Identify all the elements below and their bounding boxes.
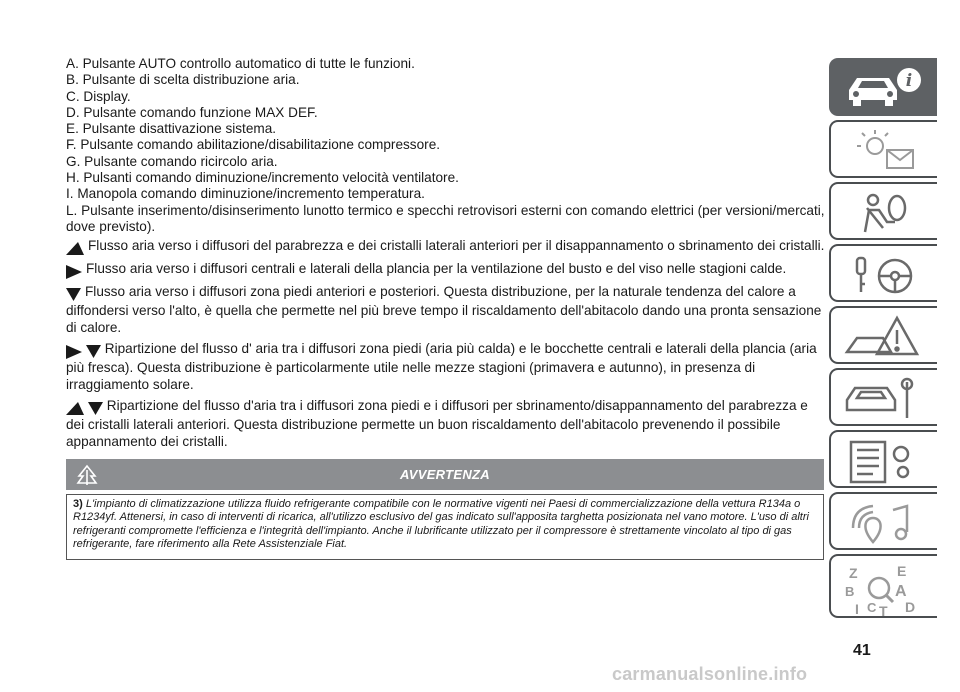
feet-arrow-icon	[66, 285, 81, 302]
distribution-item	[66, 260, 828, 279]
road-warning-icon	[843, 312, 923, 362]
legend-item-i: I. Manopola comando diminuzione/incremento temperatura.	[66, 186, 425, 202]
distribution-text: Ripartizione del flusso d' aria tra i diffusori zona piedi (aria più calda) e le bocchette centrali e laterali della plancia (aria più fresca). Questa distribuzione è particolarmente utile nelle mezze stagioni (primavera e autunno), in presenza di irraggiamento solare.	[66, 341, 817, 393]
page-number: 41	[853, 642, 871, 659]
warning-text: L'impianto di climatizzazione utilizza fluido refrigerante compatibile con le normative vigenti nei Paesi di commercializzazione della vettura R134a o R1234yf. Attenersi, in caso di interventi di ricarica, all'utilizzo esclusivo del gas indicato sull'apposita targhetta posizionata nel vano motore. L'uso di altri refrigeranti compromette l'efficienza e l'integrità dell'impianto. Anche il lubrificante utilizzato per il compressore è strettamente vincolato al tipo di gas refrigerante, fare riferimento alla Rete Assistenziale Fiat.	[73, 498, 809, 551]
spec-sheet-gears-icon	[843, 436, 923, 486]
legend-item-a: A. Pulsante AUTO controllo automatico di tutte le funzioni.	[66, 56, 415, 71]
warning-title: AVVERTENZA	[400, 467, 490, 482]
svg-text:T: T	[879, 603, 888, 618]
svg-text:I: I	[855, 601, 859, 617]
tab-multimedia[interactable]	[829, 492, 937, 550]
windshield-feet-arrows-icon	[66, 399, 103, 416]
tab-road-warning[interactable]	[829, 306, 937, 364]
legend-item-e: E. Pulsante disattivazione sistema.	[66, 121, 277, 137]
tab-car-info[interactable]	[829, 58, 937, 116]
svg-text:D: D	[905, 599, 916, 615]
svg-text:E: E	[897, 563, 907, 579]
legend-item-l: L. Pulsante inserimento/disinserimento lunotto termico e specchi retrovisori esterni con comando elettrici (per versioni/mercati, dove previsto).	[66, 202, 825, 234]
tab-lights-message[interactable]	[829, 120, 937, 178]
legend-item-c: C. Display.	[66, 88, 131, 104]
distribution-list	[66, 237, 828, 450]
tab-spec-sheet[interactable]	[829, 430, 937, 488]
distribution-item	[66, 237, 828, 256]
distribution-item	[66, 283, 828, 336]
warning-body	[66, 494, 824, 560]
legend-item-b: B. Pulsante di scelta distribuzione aria.	[66, 72, 300, 88]
warning-header	[66, 459, 824, 490]
car-info-icon	[843, 64, 923, 114]
legend-item-h: H. Pulsanti comando diminuzione/incremento velocità ventilatore.	[66, 170, 459, 186]
distribution-item	[66, 397, 828, 450]
legend-item-d: D. Pulsante comando funzione MAX DEF.	[66, 104, 318, 120]
lights-message-icon	[843, 126, 923, 176]
distribution-item	[66, 340, 828, 393]
tab-car-wrench[interactable]	[829, 368, 937, 426]
svg-text:Z: Z	[849, 565, 858, 581]
svg-text:C: C	[867, 600, 877, 615]
key-steering-wheel-icon	[843, 250, 923, 300]
distribution-text: Ripartizione del flusso d'aria tra i diffusori zona piedi e i diffusori per sbrinamento/disappannamento del parabrezza e dei cristalli laterali anteriori. Questa distribuzione permette un buon riscaldamento dell'abitacolo prevenendo il possibile appannamento dei cristalli.	[66, 398, 808, 450]
svg-text:A: A	[895, 583, 907, 600]
legend-list	[66, 56, 828, 235]
svg-text:B: B	[845, 584, 855, 599]
warning-number: 3)	[73, 498, 83, 510]
tab-airbag-seatbelt[interactable]	[829, 182, 937, 240]
svg-text:i: i	[905, 71, 913, 91]
index-letters-icon	[843, 560, 923, 618]
distribution-text: Flusso aria verso i diffusori del parabrezza e dei cristalli laterali anteriori per il disappannamento o sbrinamento dei cristalli.	[88, 238, 825, 254]
main-content	[66, 56, 828, 450]
watermark: carmanualsonline.info	[612, 664, 808, 684]
legend-item-g: G. Pulsante comando ricircolo aria.	[66, 153, 278, 169]
car-wrench-icon	[843, 374, 923, 424]
legend-item-f: F. Pulsante comando abilitazione/disabilitazione compressore.	[66, 137, 441, 153]
face-feet-arrows-icon	[66, 342, 101, 359]
tab-index[interactable]	[829, 554, 937, 618]
airbag-seatbelt-icon	[843, 188, 923, 238]
distribution-text: Flusso aria verso i diffusori zona piedi anteriori e posteriori. Questa distribuzione, per la naturale tendenza del calore a diffondersi verso l'alto, è quella che permette nel più breve tempo il riscaldamento dell'abitacolo dando una pronta sensazione di calore.	[66, 284, 822, 336]
distribution-text: Flusso aria verso i diffusori centrali e laterali della plancia per la ventilazione del busto e del viso nelle stagioni calde.	[86, 261, 787, 277]
windshield-arrow-icon	[66, 239, 84, 256]
face-arrow-icon	[66, 262, 82, 279]
multimedia-icon	[843, 498, 923, 548]
tab-key-steering[interactable]	[829, 244, 937, 302]
